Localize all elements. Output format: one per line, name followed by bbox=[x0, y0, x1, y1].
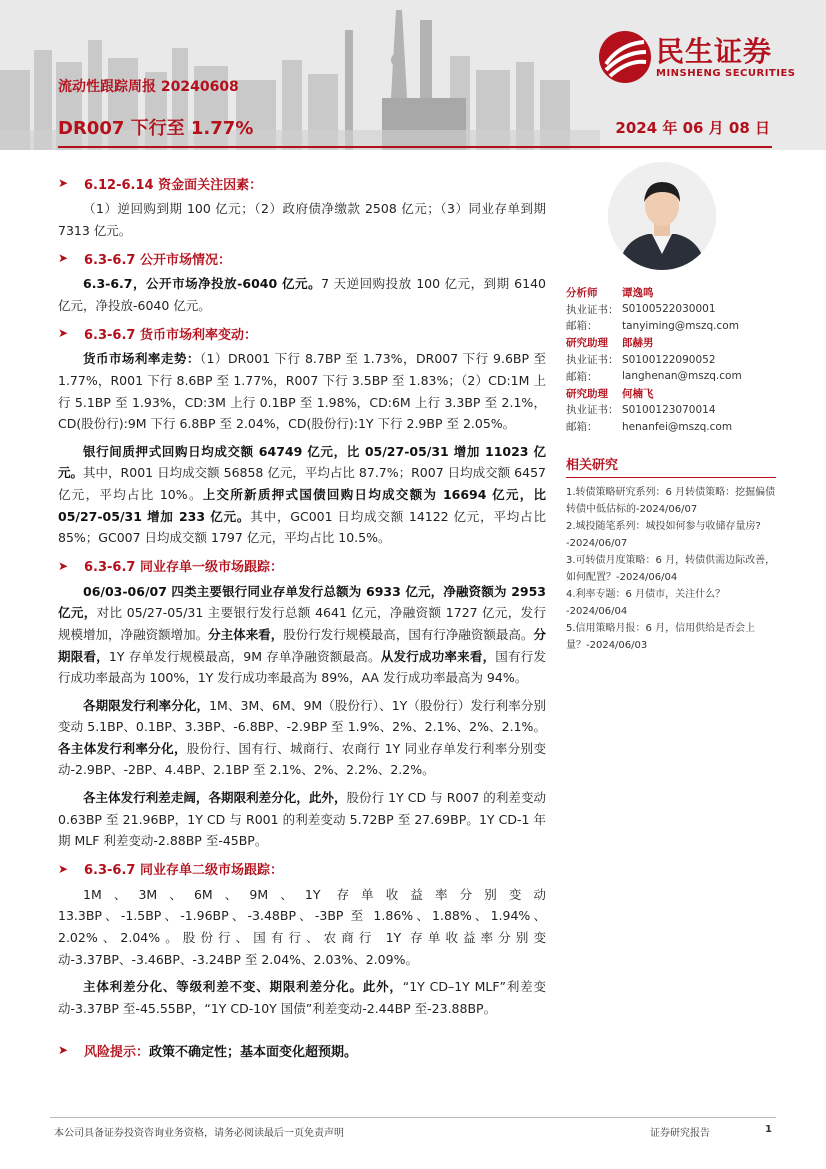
section-heading bbox=[58, 858, 546, 880]
analyst-email[interactable]: tanyiming@mszq.com bbox=[622, 319, 739, 332]
bold-text-run: 分期限看， bbox=[58, 626, 546, 664]
text-run: 其中，R001 日均成交额 56858 亿元，平均占比 87.7%；R007 日均成交额 6457 亿元，平均占比 10%。 bbox=[58, 465, 546, 502]
minsheng-emblem-icon bbox=[598, 30, 652, 84]
analyst-cert-row bbox=[566, 351, 776, 368]
analyst-cert: S0100123070014 bbox=[622, 403, 716, 416]
related-research-item[interactable]: 3.可转债月度策略：6 月，转债供需边际改善，如何配置？-2024/06/04 bbox=[566, 555, 776, 583]
section-heading-text: 6.3-6.7 同业存单一级市场跟踪： bbox=[84, 560, 283, 576]
section-heading-text: 6.3-6.7 同业存单二级市场跟踪： bbox=[84, 863, 283, 879]
main-content bbox=[58, 172, 546, 1061]
bold-text-run: 上交所新质押式国债回购日均成交额为 16694 亿元，比 05/27-05/31 增加 233 亿元。 bbox=[58, 486, 546, 524]
analyst-cert-label: 执业证书： bbox=[566, 404, 619, 417]
body-paragraph bbox=[58, 581, 546, 689]
analyst-list bbox=[566, 284, 776, 435]
logo-text-en: MINSHENG SECURITIES bbox=[656, 68, 796, 79]
related-research-item[interactable]: 1.转债策略研究系列：6 月转债策略：挖掘偏债转债中低估标的-2024/06/07 bbox=[566, 487, 776, 515]
analyst-role: 分析师 bbox=[566, 286, 598, 299]
analyst-email-row bbox=[566, 318, 776, 335]
logo-text-cn: 民生证券 bbox=[656, 35, 773, 68]
analyst-cert: S0100122090052 bbox=[622, 353, 716, 366]
section-heading bbox=[58, 172, 546, 194]
analyst-cert: S0100522030001 bbox=[622, 303, 716, 316]
analyst-name-row bbox=[566, 334, 776, 351]
section-heading bbox=[58, 322, 546, 344]
text-run: 对比 05/27-05/31 主要银行发行总额 4641 亿元，净融资额 1727 亿元，发行规模增加，净融资额增加。 bbox=[58, 605, 546, 642]
text-run: 1Y 存单发行规模最高，9M 存单净融资额最高。 bbox=[108, 648, 381, 664]
analyst-cert-row bbox=[566, 402, 776, 419]
analyst-email-label: 邮箱： bbox=[566, 320, 598, 333]
arrow-bullet-icon: ➤ bbox=[58, 326, 69, 341]
arrow-bullet-icon: ➤ bbox=[58, 1043, 69, 1058]
arrow-bullet-icon: ➤ bbox=[58, 176, 69, 190]
arrow-bullet-icon: ➤ bbox=[58, 861, 69, 876]
text-run: 1M、3M、6M、9M、1Y 存单收益率分别变动 13.3BP、-1.5BP、-1.96BP、-3.48BP、-3BP 至 1.86%、1.88%、1.94%、2.02%、2.04%。股份行、国有行、农商行 1Y 存单收益率分别变动-3.37BP、-3.46BP、-3.24BP 至 2.04%、2.03%、2.09%。 bbox=[58, 886, 546, 967]
analyst-email[interactable]: langhenan@mszq.com bbox=[622, 370, 742, 383]
footer-disclaimer: 本公司具备证券投资咨询业务资格，请务必阅读最后一页免责声明 bbox=[54, 1128, 344, 1139]
bold-text-run: 各期限发行利率分化， bbox=[83, 697, 210, 713]
risk-warning bbox=[58, 1039, 546, 1061]
section-heading-text: 6.3-6.7 公开市场情况： bbox=[84, 252, 231, 268]
section-heading-text: 6.12-6.14 资金面关注因素： bbox=[84, 177, 263, 193]
analyst-name-row bbox=[566, 385, 776, 402]
arrow-bullet-icon: ➤ bbox=[58, 558, 69, 573]
risk-label: 风险提示： bbox=[84, 1044, 150, 1060]
bold-text-run: 从发行成功率来看， bbox=[380, 648, 496, 664]
body-paragraph bbox=[58, 884, 546, 970]
analyst-cert-row bbox=[566, 301, 776, 318]
analyst-photo bbox=[608, 162, 716, 270]
text-run: 国有行发行成功率最高为 100%，1Y 发行成功率最高为 89%，AA 发行成功率最高为 94%。 bbox=[58, 648, 546, 686]
body-paragraph bbox=[58, 273, 546, 316]
footer-doc-type: 证券研究报告 bbox=[650, 1128, 710, 1139]
related-research-list bbox=[566, 484, 776, 654]
text-run: 股份行发行规模最高，国有行净融资额最高。 bbox=[283, 626, 534, 642]
body-paragraph bbox=[58, 198, 546, 241]
analyst-role: 研究助理 bbox=[566, 387, 608, 400]
text-run: 1M、3M、6M、9M（股份行）、1Y（股份行）发行利率分别变动 5.1BP、0.1BP、3.3BP、-6.8BP、-2.9BP 至 1.9%、2%、2.1%、2%、2.1%。 bbox=[58, 697, 546, 735]
bold-text-run: 银行间质押式回购日均成交额 64749 亿元，比 05/27-05/31 增加 11023 亿元。 bbox=[58, 443, 546, 481]
page-number: 1 bbox=[765, 1124, 772, 1135]
header-banner bbox=[0, 0, 826, 150]
section-heading bbox=[58, 555, 546, 577]
body-paragraph bbox=[58, 695, 546, 781]
bold-text-run: 06/03-06/07 四类主要银行同业存单发行总额为 6933 亿元，净融资额为 2953 亿元， bbox=[58, 583, 546, 621]
body-paragraph bbox=[58, 787, 546, 852]
minsheng-logo bbox=[598, 28, 808, 88]
section-heading bbox=[58, 247, 546, 269]
bold-text-run: 6.3-6.7，公开市场净投放-6040 亿元。 bbox=[83, 276, 322, 292]
report-date: 2024 年 06 月 08 日 bbox=[615, 119, 770, 137]
text-run: （1）DR001 下行 8.7BP 至 1.73%，DR007 下行 9.6BP 至 1.77%，R001 下行 8.6BP 至 1.77%，R007 下行 3.5BP 至 1.83%；（2）CD:1M 上行 5.1BP 至 1.93%，CD:3M 上行 0.1BP 至 1.98%，CD:6M 上行 3.3BP 至 2.1%，CD(股份行):9M 下行 6.8BP 至 2.04%，CD(股份行):1Y 下行 2.9BP 至 2.05%。 bbox=[58, 351, 546, 432]
related-research bbox=[566, 454, 776, 654]
report-title: DR007 下行至 1.77% bbox=[58, 118, 254, 139]
body-paragraph bbox=[58, 441, 546, 549]
bold-text-run: 分主体来看， bbox=[208, 626, 284, 642]
footer-divider bbox=[50, 1117, 776, 1118]
analyst-name: 郎赫男 bbox=[622, 337, 654, 350]
text-run: （1）逆回购到期 100 亿元；（2）政府债净缴款 2508 亿元；（3）同业存单到期 7313 亿元。 bbox=[58, 201, 546, 238]
related-research-item[interactable]: 4.利率专题：6 月债市，关注什么？ -2024/06/04 bbox=[566, 589, 726, 617]
analyst-role: 研究助理 bbox=[566, 337, 608, 350]
text-run: 股份行、国有行、城商行、农商行 1Y 同业存单发行利率分别变动-2.9BP、-2BP、4.4BP、2.1BP 至 2.1%、2%、2.2%、2.2%。 bbox=[58, 740, 546, 778]
body-paragraph bbox=[58, 976, 546, 1019]
bold-text-run: 各主体发行利差走阔，各期限利差分化，此外， bbox=[83, 790, 347, 806]
text-run: 7 天逆回购投放 100 亿元，到期 6140 亿元，净投放-6040 亿元。 bbox=[58, 276, 546, 313]
text-run: “1Y CD–1Y MLF”利差变动-3.37BP 至-45.55BP，“1Y CD-10Y 国债”利差变动-2.44BP 至-23.88BP。 bbox=[58, 979, 546, 1016]
text-run: 其中，GC001 日均成交额 14122 亿元，平均占比 85%；GC007 日均成交额 1797 亿元，平均占比 10.5%。 bbox=[58, 508, 546, 546]
analyst-portrait-image bbox=[608, 162, 716, 270]
related-research-item[interactable]: 5.信用策略月报：6 月，信用供给是否会上量？-2024/06/03 bbox=[566, 623, 756, 651]
header-divider bbox=[58, 146, 772, 148]
analyst-email-row bbox=[566, 368, 776, 385]
related-research-heading: 相关研究 bbox=[566, 454, 776, 478]
analyst-cert-label: 执业证书： bbox=[566, 303, 619, 316]
analyst-name-row bbox=[566, 284, 776, 301]
related-research-item[interactable]: 2.城投随笔系列：城投如何参与收储存量房?-2024/06/07 bbox=[566, 521, 761, 549]
arrow-bullet-icon: ➤ bbox=[58, 251, 69, 266]
analyst-email[interactable]: henanfei@mszq.com bbox=[622, 420, 733, 433]
body-paragraph bbox=[58, 348, 546, 434]
analyst-name: 何楠飞 bbox=[622, 387, 654, 400]
analyst-cert-label: 执业证书： bbox=[566, 354, 619, 367]
bold-text-run: 主体利差分化、等级利差不变、期限利差分化。此外， bbox=[83, 979, 403, 995]
section-heading-text: 6.3-6.7 货币市场利率变动： bbox=[84, 327, 257, 343]
analyst-email-label: 邮箱： bbox=[566, 421, 598, 434]
bold-text-run: 货币市场利率走势： bbox=[83, 351, 200, 367]
analyst-email-row bbox=[566, 418, 776, 435]
analyst-name: 谭逸鸣 bbox=[622, 286, 654, 299]
text-run: 股份行 1Y CD 与 R007 的利差变动 0.63BP 至 21.96BP，1Y CD 与 R001 的利差变动 5.72BP 至 27.69BP。1Y CD-1 年期 MLF 利差变动-2.88BP 至-45BP。 bbox=[58, 790, 546, 849]
risk-text: 政策不确定性；基本面变化超预期。 bbox=[149, 1044, 358, 1060]
bold-text-run: 各主体发行利率分化， bbox=[58, 740, 187, 756]
report-type: 流动性跟踪周报 20240608 bbox=[58, 79, 239, 95]
analyst-email-label: 邮箱： bbox=[566, 370, 598, 383]
